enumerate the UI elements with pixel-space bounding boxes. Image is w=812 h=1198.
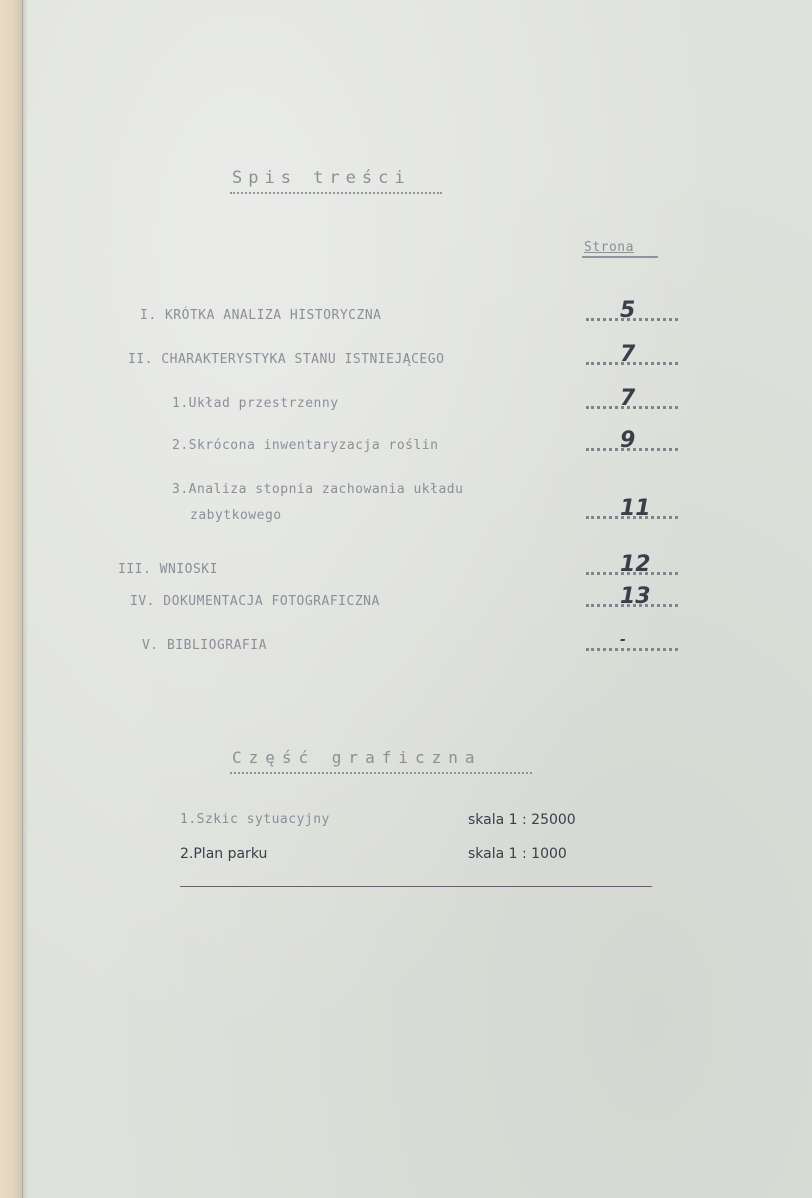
toc-row (0, 342, 812, 380)
graphic-item-label: 1.Szkic sytuacyjny (180, 812, 330, 827)
toc-row (0, 386, 812, 424)
strikethrough-line (180, 886, 652, 887)
toc-page-number: 9 (620, 428, 636, 453)
toc-page-number: - (620, 632, 626, 648)
toc-row (0, 632, 812, 666)
toc-entry-label: V. BIBLIOGRAFIA (142, 638, 267, 653)
toc-row (0, 428, 812, 466)
toc-entry-label-continued: zabytkowego (190, 508, 282, 523)
toc-title: Spis treści (232, 168, 411, 188)
toc-page-number: 13 (620, 584, 651, 609)
leader-dots (586, 648, 678, 651)
graphic-item-label: 2.Plan parku (180, 846, 268, 862)
toc-entry-label: IV. DOKUMENTACJA FOTOGRAFICZNA (130, 594, 380, 609)
toc-row (0, 298, 812, 336)
toc-page-number: 7 (620, 342, 636, 367)
page-column-underline (582, 256, 658, 258)
toc-page-number: 5 (620, 298, 636, 323)
toc-title-underline (230, 192, 442, 197)
toc-entry-label: II. CHARAKTERYSTYKA STANU ISTNIEJĄCEGO (128, 352, 445, 367)
toc-page-number: 7 (620, 386, 636, 411)
toc-entry-label: I. KRÓTKA ANALIZA HISTORYCZNA (140, 308, 382, 323)
toc-page-number: 11 (620, 496, 651, 521)
toc-entry-label: III. WNIOSKI (118, 562, 218, 577)
toc-entry-label: 1.Układ przestrzenny (172, 396, 339, 411)
toc-page-number: 12 (620, 552, 651, 577)
toc-row (0, 584, 812, 622)
toc-row (0, 552, 812, 590)
graphic-section-title: Część graficzna (232, 748, 482, 767)
toc-entry-label: 3.Analiza stopnia zachowania układu (172, 482, 464, 497)
page-column-header: Strona (584, 240, 634, 255)
toc-row (0, 482, 812, 532)
toc-entry-label: 2.Skrócona inwentaryzacja roślin (172, 438, 439, 453)
graphic-item-scale: skala 1 : 25000 (468, 812, 576, 828)
graphic-item-scale: skala 1 : 1000 (468, 846, 567, 862)
graphic-title-underline (230, 772, 532, 774)
